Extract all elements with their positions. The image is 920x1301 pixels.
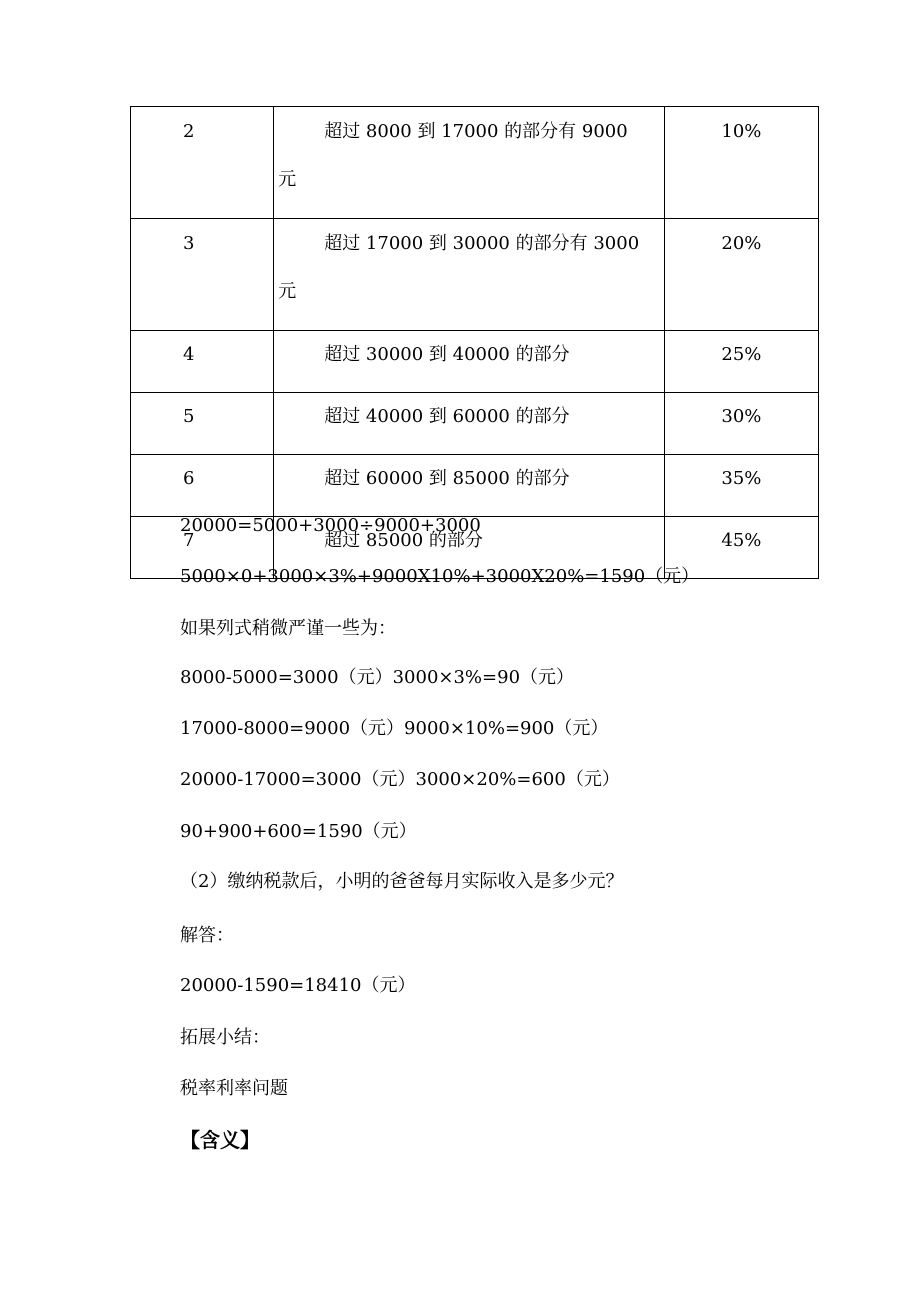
level-cell: 2	[131, 107, 274, 219]
summary-label: 拓展小结：	[180, 1027, 270, 1048]
level-cell: 7	[131, 517, 274, 579]
level-cell: 5	[131, 393, 274, 455]
rate-cell: 25%	[664, 331, 818, 393]
section-heading: 【含义】	[180, 1128, 260, 1152]
range-text: 超过 40000 到 60000 的部分	[324, 406, 570, 427]
rate-cell: 30%	[664, 393, 818, 455]
range-cell	[274, 455, 665, 517]
rate-cell: 10%	[664, 107, 818, 219]
range-cell	[274, 331, 665, 393]
equation-line: 20000-17000=3000（元）3000×20%=600（元）	[180, 769, 620, 790]
range-cell	[274, 107, 665, 219]
range-text: 超过 17000 到 30000 的部分有 3000	[324, 233, 640, 254]
equation-line: 20000-1590=18410（元）	[180, 975, 416, 996]
range-text-wrap: 元	[278, 169, 297, 190]
paragraph-text: 如果列式稍微严谨一些为：	[180, 618, 396, 639]
level-cell: 6	[131, 455, 274, 517]
rate-cell: 45%	[664, 517, 818, 579]
table-row	[131, 393, 819, 455]
topic-text: 税率利率问题	[180, 1078, 288, 1099]
level-cell: 3	[131, 219, 274, 331]
range-text: 超过 30000 到 40000 的部分	[324, 344, 570, 365]
equation-line: 8000-5000=3000（元）3000×3%=90（元）	[180, 667, 575, 688]
range-cell	[274, 219, 665, 331]
range-cell	[274, 393, 665, 455]
equation-line: 17000-8000=9000（元）9000×10%=900（元）	[180, 718, 609, 739]
range-text: 超过 8000 到 17000 的部分有 9000	[324, 121, 628, 142]
tax-rate-table	[130, 106, 819, 579]
table-row	[131, 219, 819, 331]
rate-cell: 20%	[664, 219, 818, 331]
table-row	[131, 107, 819, 219]
rate-cell: 35%	[664, 455, 818, 517]
table-row	[131, 331, 819, 393]
question-text: （2）缴纳税款后，小明的爸爸每月实际收入是多少元？	[180, 871, 624, 892]
table-row	[131, 455, 819, 517]
equation-line: 5000×0+3000×3%+9000X10%+3000X20%=1590（元）	[180, 566, 700, 587]
range-text: 超过 60000 到 85000 的部分	[324, 468, 570, 489]
equation-line: 90+900+600=1590（元）	[180, 821, 417, 842]
answer-label: 解答：	[180, 925, 234, 946]
level-cell: 4	[131, 331, 274, 393]
range-text: 超过 85000 的部分	[324, 530, 483, 551]
range-text-wrap: 元	[278, 281, 297, 302]
equation-line: 20000=5000+3000÷9000+3000	[180, 515, 481, 536]
